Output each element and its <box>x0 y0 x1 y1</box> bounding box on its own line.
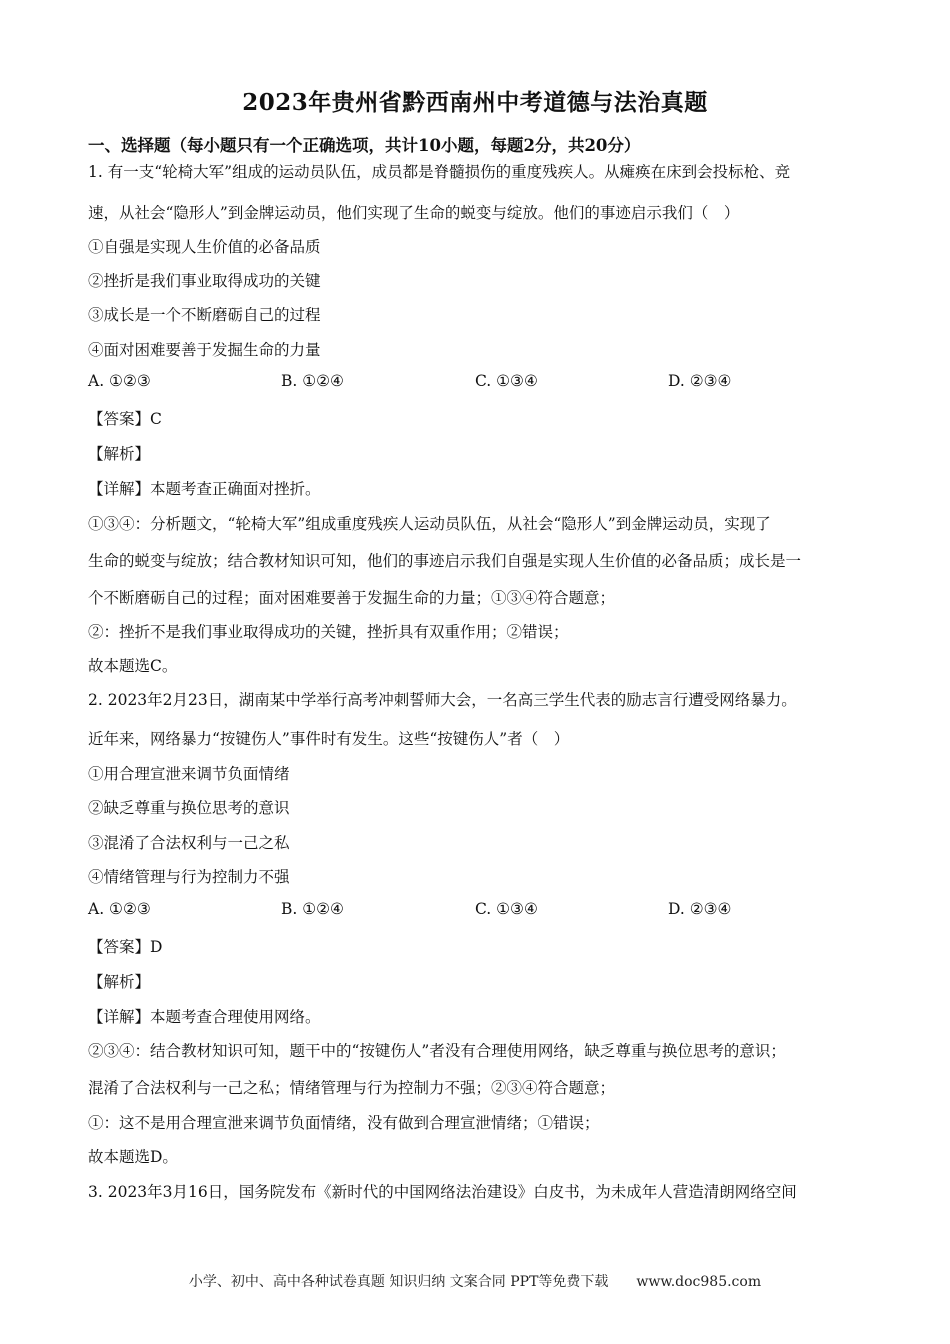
q1-detail: 【详解】本题考查正确面对挫折。 <box>88 480 321 498</box>
q1-option-b: B. ①②④ <box>281 372 344 390</box>
q1-option-d: D. ②③④ <box>668 372 732 390</box>
q2-option-a: A. ①②③ <box>88 900 151 918</box>
q2-stem-line-1: 2. 2023年2月23日，湖南某中学举行高考冲刺誓师大会，一名高三学生代表的励志言行遭受网络暴力。 <box>88 691 797 709</box>
q2-explanation-line-2: 混淆了合法权利与一己之私；情绪管理与行为控制力不强；②③④符合题意； <box>88 1079 616 1097</box>
q2-explanation-line-3: ①：这不是用合理宣泄来调节负面情绪，没有做到合理宣泄情绪；①错误； <box>88 1114 600 1132</box>
q1-option-c: C. ①③④ <box>475 372 538 390</box>
page-footer: 小学、初中、高中各种试卷真题 知识归纳 文案合同 PPT等免费下载 www.doc985.com <box>188 1274 762 1290</box>
q1-item-3: ③成长是一个不断磨砺自己的过程 <box>88 306 321 324</box>
q1-explanation-line-2: 生命的蜕变与绽放；结合教材知识可知，他们的事迹启示我们自强是实现人生价值的必备品质；成长是一 <box>88 552 802 570</box>
q2-detail: 【详解】本题考查合理使用网络。 <box>88 1008 321 1026</box>
q2-option-c: C. ①③④ <box>475 900 538 918</box>
q1-explanation-line-3: 个不断磨砺自己的过程；面对困难要善于发掘生命的力量；①③④符合题意； <box>88 589 616 607</box>
q1-item-4: ④面对困难要善于发掘生命的力量 <box>88 341 321 359</box>
q1-stem-line-1: 1. 有一支“轮椅大军”组成的运动员队伍，成员都是脊髓损伤的重度残疾人。从瘫痪在床到会投标枪、竞 <box>88 163 791 181</box>
q2-answer: 【答案】D <box>88 938 163 956</box>
q2-explanation-line-1: ②③④：结合教材知识可知，题干中的“按键伤人”者没有合理使用网络，缺乏尊重与换位思考的意识； <box>88 1042 786 1060</box>
q2-item-1: ①用合理宣泄来调节负面情绪 <box>88 765 290 783</box>
q2-analysis-label: 【解析】 <box>88 973 151 991</box>
q2-option-d: D. ②③④ <box>668 900 732 918</box>
q2-conclusion: 故本题选D。 <box>88 1148 178 1166</box>
q1-analysis-label: 【解析】 <box>88 445 151 463</box>
q1-answer: 【答案】C <box>88 410 162 428</box>
q2-stem-line-2: 近年来，网络暴力“按键伤人”事件时有发生。这些“按键伤人”者（ ） <box>88 730 570 748</box>
q1-stem-line-2: 速，从社会“隐形人”到金牌运动员，他们实现了生命的蜕变与绽放。他们的事迹启示我们（ ） <box>88 204 740 222</box>
section-heading: 一、选择题（每小题只有一个正确选项，共计10小题，每题2分，共20分） <box>88 136 641 155</box>
q1-item-1: ①自强是实现人生价值的必备品质 <box>88 238 321 256</box>
q1-explanation-line-4: ②：挫折不是我们事业取得成功的关键，挫折具有双重作用；②错误； <box>88 623 569 641</box>
q2-option-b: B. ①②④ <box>281 900 344 918</box>
q3-stem-line-1: 3. 2023年3月16日，国务院发布《新时代的中国网络法治建设》白皮书，为未成年人营造清朗网络空间 <box>88 1183 797 1201</box>
q2-item-2: ②缺乏尊重与换位思考的意识 <box>88 799 290 817</box>
q2-item-4: ④情绪管理与行为控制力不强 <box>88 868 290 886</box>
q1-explanation-line-1: ①③④：分析题文，“轮椅大军”组成重度残疾人运动员队伍，从社会“隐形人”到金牌运动员，实现了 <box>88 515 771 533</box>
q1-item-2: ②挫折是我们事业取得成功的关键 <box>88 272 321 290</box>
q2-item-3: ③混淆了合法权利与一己之私 <box>88 834 290 852</box>
q1-conclusion: 故本题选C。 <box>88 657 178 675</box>
q1-option-a: A. ①②③ <box>88 372 151 390</box>
document-title: 2023年贵州省黔西南州中考道德与法治真题 <box>242 89 708 116</box>
